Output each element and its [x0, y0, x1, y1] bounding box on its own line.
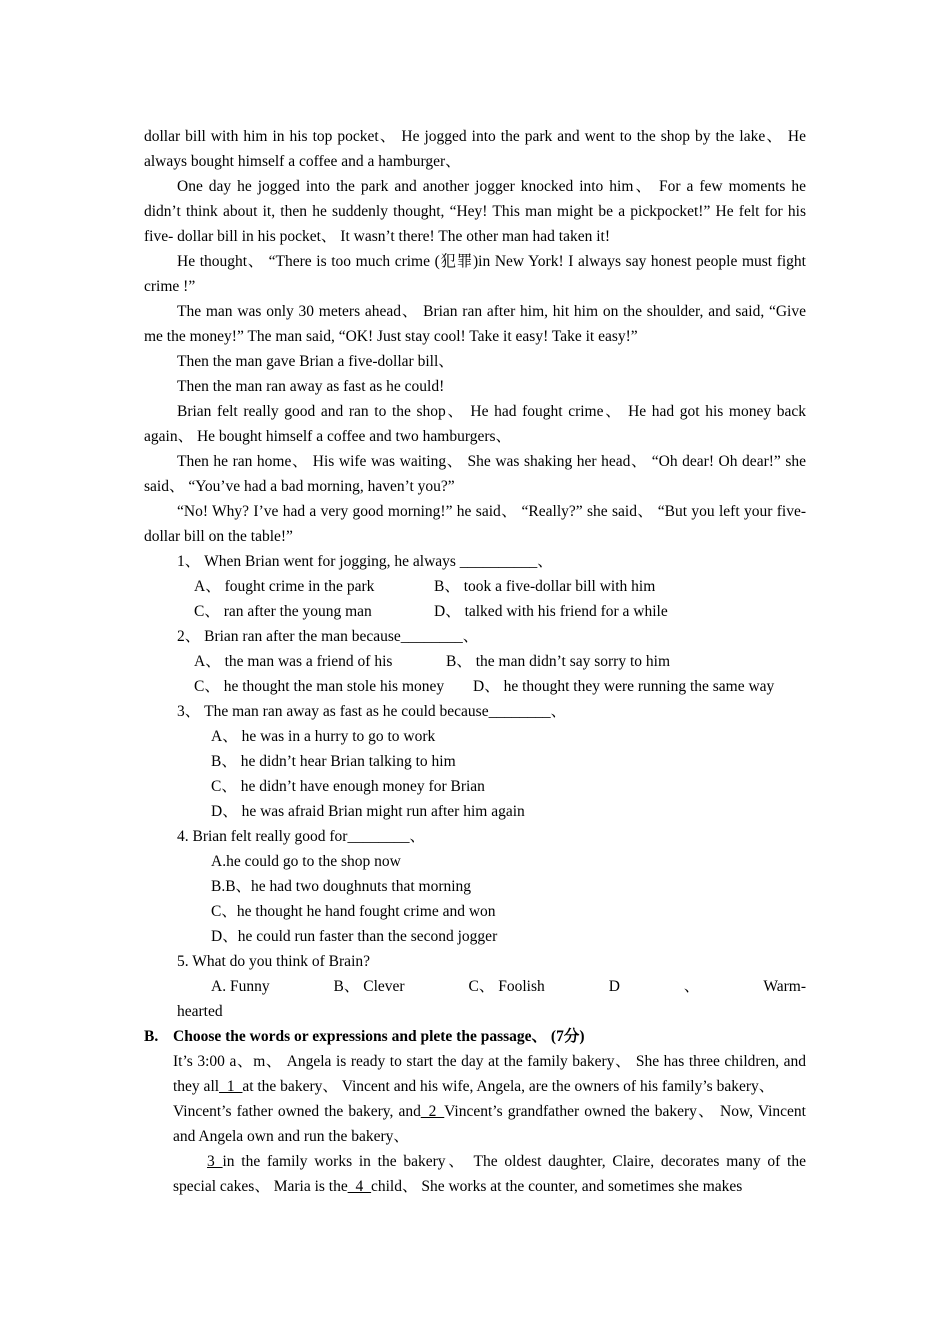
- section-b-p2-text-before: Vincent’s father owned the bakery, and: [173, 1103, 421, 1120]
- paragraph-1: dollar bill with him in his top pocket、 He jogged into the park and went to the shop by the lake、 He always bought himself a coffee and a hamburger、: [144, 128, 806, 170]
- question-5-option-a: A. Funny: [211, 978, 270, 995]
- question-2-option-d: D、 he thought they were running the same way: [473, 678, 775, 695]
- paragraph-9: “No! Why? I’ve had a very good morning!” he said、 “Really?” she said、 “But you left your five-dollar bill on the table!”: [144, 503, 806, 545]
- section-b-heading-line: [144, 1024, 806, 1049]
- question-4-option-b: B.B、he had two doughnuts that morning: [211, 878, 472, 895]
- section-b-paragraph-3: [144, 1149, 806, 1199]
- section-b-p1-text-after: at the bakery、 Vincent and his wife, Angela, are the owners of his family’s bakery、: [242, 1078, 775, 1095]
- question-5-option-d-continuation: hearted: [177, 1003, 223, 1020]
- blank-4: _4_: [347, 1178, 371, 1195]
- section-b-paragraph-1: [144, 1049, 806, 1099]
- question-1-option-d: D、 talked with his friend for a while: [434, 603, 668, 620]
- question-1-options-row-2: [144, 599, 806, 624]
- section-b-p2-text-after: Vincent’s grandfather owned the bakery、 Now, Vincent and Angela own and run the bakery、: [173, 1103, 806, 1145]
- blank-1: _1_: [219, 1078, 243, 1095]
- question-5-option-d-text: Warm-: [763, 978, 806, 995]
- paragraph-5: Then the man gave Brian a five-dollar bill、: [177, 353, 454, 370]
- question-2-option-a: A、 the man was a friend of his: [194, 653, 393, 670]
- question-2-option-b: B、 the man didn’t say sorry to him: [446, 653, 671, 670]
- paragraph-8: Then he ran home、 His wife was waiting、 She was shaking her head、 “Oh dear! Oh dear!” she said、 “You’ve had a bad morning, haven’t you?”: [144, 453, 806, 495]
- question-2-options-row-1: [144, 649, 806, 674]
- paragraph-4: The man was only 30 meters ahead、 Brian ran after him, hit him on the shoulder, and said, “Give me the money!” The man said, “OK! Just stay cool! Take it easy! Take it easy!”: [144, 303, 806, 345]
- question-2-stem: 2、 Brian ran after the man because________、: [177, 628, 479, 645]
- blank-2: _2_: [420, 1103, 445, 1120]
- question-1-options-row-1: [144, 574, 806, 599]
- section-b-p1-text-before: It’s 3:00 a、m、 Angela is ready to start the day at the family bakery、 She has three children, and they all: [173, 1053, 806, 1095]
- question-2-option-c: C、 he thought the man stole his money: [194, 678, 445, 695]
- question-4-stem: 4. Brian felt really good for________、: [177, 828, 425, 845]
- question-4-option-a: A.he could go to the shop now: [211, 853, 401, 870]
- paragraph-2: One day he jogged into the park and another jogger knocked into him、 For a few moments he didn’t think about it, then he suddenly thought, “Hey! This man might be a pickpocket!” He felt for his five- dollar bill in his pocket、 It wasn’t there! The other man had taken it!: [144, 178, 806, 245]
- blank-3: 3_: [207, 1153, 223, 1170]
- document-page: [144, 124, 806, 1199]
- question-1-option-a: A、 fought crime in the park: [194, 578, 375, 595]
- question-5-stem: 5. What do you think of Brain?: [177, 953, 371, 970]
- section-b-p3-text-after: child、 She works at the counter, and sometimes she makes: [371, 1178, 743, 1195]
- paragraph-6: Then the man ran away as fast as he could!: [177, 378, 445, 395]
- question-1-option-c: C、 ran after the young man: [194, 603, 372, 620]
- question-4-option-d: D、he could run faster than the second jogger: [211, 928, 498, 945]
- question-2-options-row-2: [144, 674, 806, 699]
- section-b-paragraph-2: [144, 1099, 806, 1149]
- question-4-option-c: C、he thought he hand fought crime and won: [211, 903, 496, 920]
- section-b-heading: Choose the words or expressions and plete the passage、 (7分): [173, 1028, 585, 1045]
- question-1-option-b: B、 took a five-dollar bill with him: [434, 578, 656, 595]
- question-3-option-d: D、 he was afraid Brian might run after him again: [211, 803, 525, 820]
- question-5-option-b: B、 Clever: [333, 978, 405, 995]
- question-3-option-c: C、 he didn’t have enough money for Brian: [211, 778, 485, 795]
- section-b-p3-text-mid: in the family works in the bakery、 The oldest daughter, Claire, decorates many of the special cakes、 Maria is the: [173, 1153, 806, 1195]
- question-5-option-d-mark: 、: [683, 978, 700, 995]
- question-5-option-d-letter: D: [608, 978, 620, 995]
- paragraph-3: He thought、 “There is too much crime (犯罪)in New York! I always say honest people must fight crime !”: [144, 253, 806, 295]
- question-1-stem: 1、 When Brian went for jogging, he always __________、: [177, 553, 553, 570]
- question-3-option-b: B、 he didn’t hear Brian talking to him: [211, 753, 456, 770]
- question-5-options: [144, 974, 806, 999]
- question-3-option-a: A、 he was in a hurry to go to work: [211, 728, 436, 745]
- paragraph-7: Brian felt really good and ran to the shop、 He had fought crime、 He had got his money back again、 He bought himself a coffee and two hamburgers、: [144, 403, 806, 445]
- question-3-stem: 3、 The man ran away as fast as he could because________、: [177, 703, 567, 720]
- section-b-label: B.: [144, 1028, 159, 1045]
- question-5-option-c: C、 Foolish: [468, 978, 545, 995]
